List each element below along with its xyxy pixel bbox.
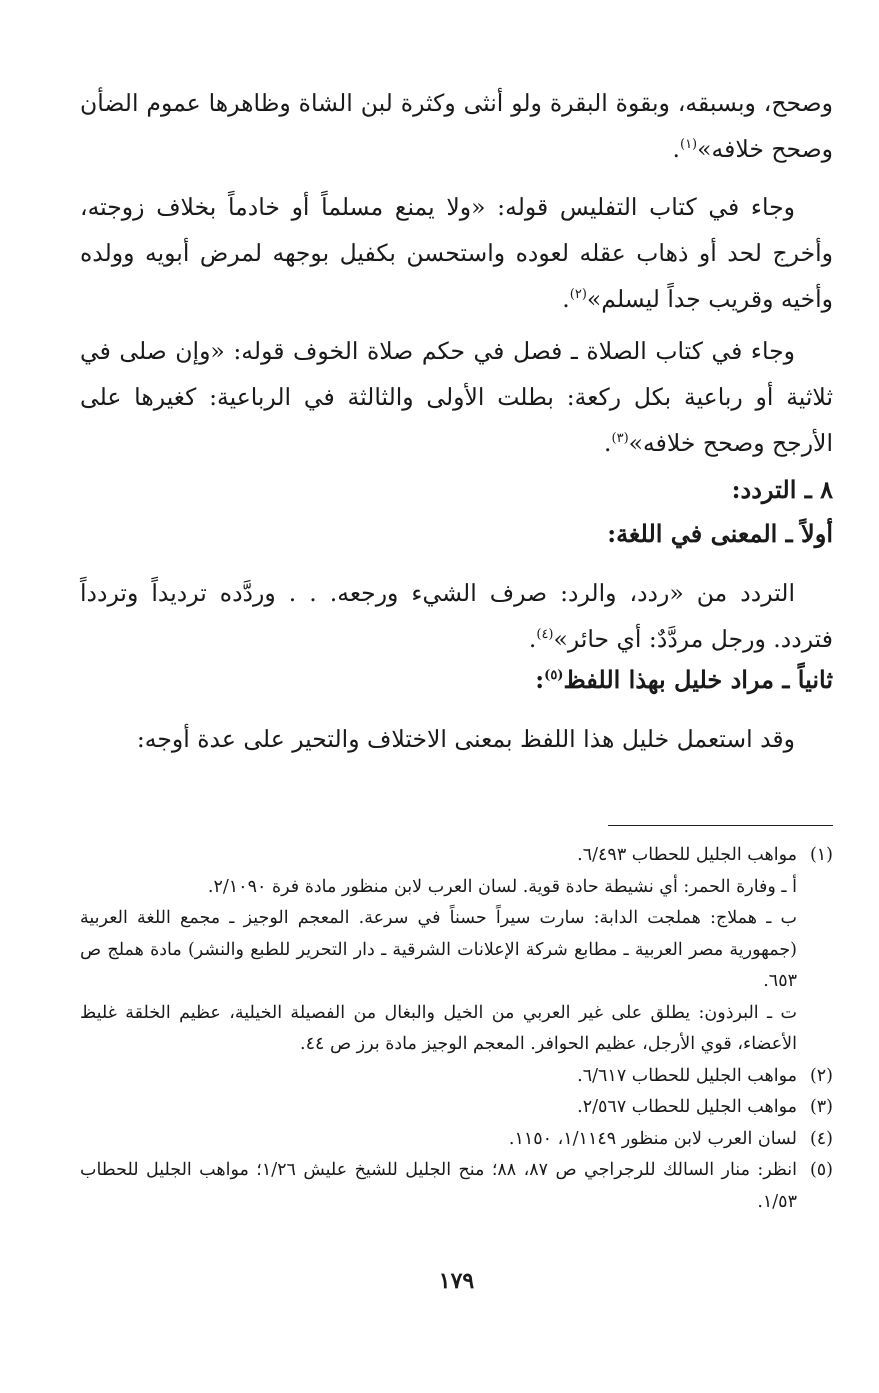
footnote-number: (٢)	[809, 1065, 833, 1086]
paragraph-2	[80, 184, 833, 322]
footnote-item	[80, 1061, 833, 1093]
footnote-ref-1: (١)	[679, 137, 698, 152]
paragraph-5-text: وقد استعمل خليل هذا اللفظ بمعنى الاختلاف والتحير على عدة أوجه:	[136, 725, 795, 753]
footnotes	[80, 840, 833, 1218]
footnote-text: مواهب الجليل للحطاب ٦/٤٩٣.	[577, 845, 797, 865]
footnote-item	[80, 1155, 833, 1218]
paragraph-3-end: .	[604, 429, 612, 457]
footnote-subitem: أ ـ وفارة الحمر: أي نشيطة حادة قوية. لسان العرب لابن منظور مادة فرة ٢/١٠٩٠.	[207, 876, 797, 897]
footnote-item	[80, 1124, 833, 1156]
paragraph-1	[80, 80, 833, 172]
paragraph-2-end: .	[562, 285, 570, 313]
footnote-subitem: ب ـ هملاج: هملجت الدابة: سارت سيراً حسناً في سرعة. المعجم الوجيز ـ مجمع اللغة العربية (جمهورية مصر العربية ـ مطابع شركة الإعلانات الشرقية ـ دار التحرير للطبع والنشر) مادة هملج ص ٦٥٣.	[80, 908, 797, 991]
paragraph-2-text: وجاء في كتاب التفليس قوله: «ولا يمنع مسلماً أو خادماً بخلاف زوجته، وأخرج لحد أو ذهاب عقله لعوده واستحسن بكفيل بوجهه لمرض أبويه وولده وأخيه وقريب جداً ليسلم»	[80, 193, 833, 313]
footnote-text: مواهب الجليل للحطاب ٦/٦١٧.	[577, 1065, 797, 1086]
footnote-ref-2: (٢)	[569, 287, 587, 302]
section-heading: ٨ ـ التردد:	[731, 475, 833, 504]
footnote-ref-3: (٣)	[611, 431, 629, 446]
paragraph-4	[80, 570, 833, 662]
paragraph-4-text: التردد من «ردد، والرد: صرف الشيء ورجعه. . . وردَّده ترديداً وتردداً فتردد. ورجل مردَّدٌ: أي حائر»	[80, 579, 833, 653]
subsection-heading-2	[535, 660, 833, 700]
paragraph-4-end: .	[528, 625, 537, 653]
page-number: ١٧٩	[438, 1268, 475, 1294]
subsection-heading-2-text: ثانياً ـ مراد خليل بهذا اللفظ	[563, 665, 833, 694]
footnote-number: (٣)	[809, 1097, 833, 1117]
footnote-divider	[608, 825, 833, 826]
footnote-number: (٥)	[809, 1160, 833, 1180]
footnote-number: (٤)	[809, 1128, 833, 1149]
subsection-heading-2-end: :	[535, 665, 545, 694]
footnote-ref-5: (٥)	[544, 668, 564, 683]
footnote-subitem: ت ـ البرذون: يطلق على غير العربي من الخيل والبغال من الفصيلة الخيلية، عظيم الخلقة غليظ الأعضاء، قوي الأرجل، عظيم الحوافر. المعجم الوجيز مادة برز ص ٤٤.	[80, 1002, 797, 1054]
footnote-text: لسان العرب لابن منظور ١/١١٤٩، ١١٥٠.	[508, 1128, 797, 1149]
footnote-item	[80, 840, 833, 872]
subsection-heading-1: أولاً ـ المعنى في اللغة:	[607, 519, 833, 548]
footnote-text: مواهب الجليل للحطاب ٢/٥٦٧.	[577, 1097, 797, 1117]
footnote-item	[80, 1092, 833, 1124]
paragraph-3-text: وجاء في كتاب الصلاة ـ فصل في حكم صلاة الخوف قوله: «وإن صلى في ثلاثية أو رباعية بكل ركعة: بطلت الأولى والثالثة في الرباعية: كغيرها على الأرجح وصحح خلافه»	[80, 337, 833, 457]
paragraph-1-text: وصحح، وبسبقه، وبقوة البقرة ولو أنثى وكثرة لبن الشاة وظاهرها عموم الضأن وصحح خلافه»	[80, 89, 833, 163]
document-page	[80, 80, 833, 1310]
footnote-number: (١)	[809, 845, 833, 865]
footnote-text: انظر: منار السالك للرجراجي ص ٨٧، ٨٨؛ منح الجليل للشيخ عليش ١/٢٦؛ مواهب الجليل للحطاب ١/٥٣.	[80, 1160, 797, 1212]
paragraph-3	[80, 328, 833, 466]
footnote-ref-4: (٤)	[536, 627, 554, 642]
paragraph-1-end: .	[672, 135, 680, 163]
paragraph-5	[80, 716, 833, 762]
